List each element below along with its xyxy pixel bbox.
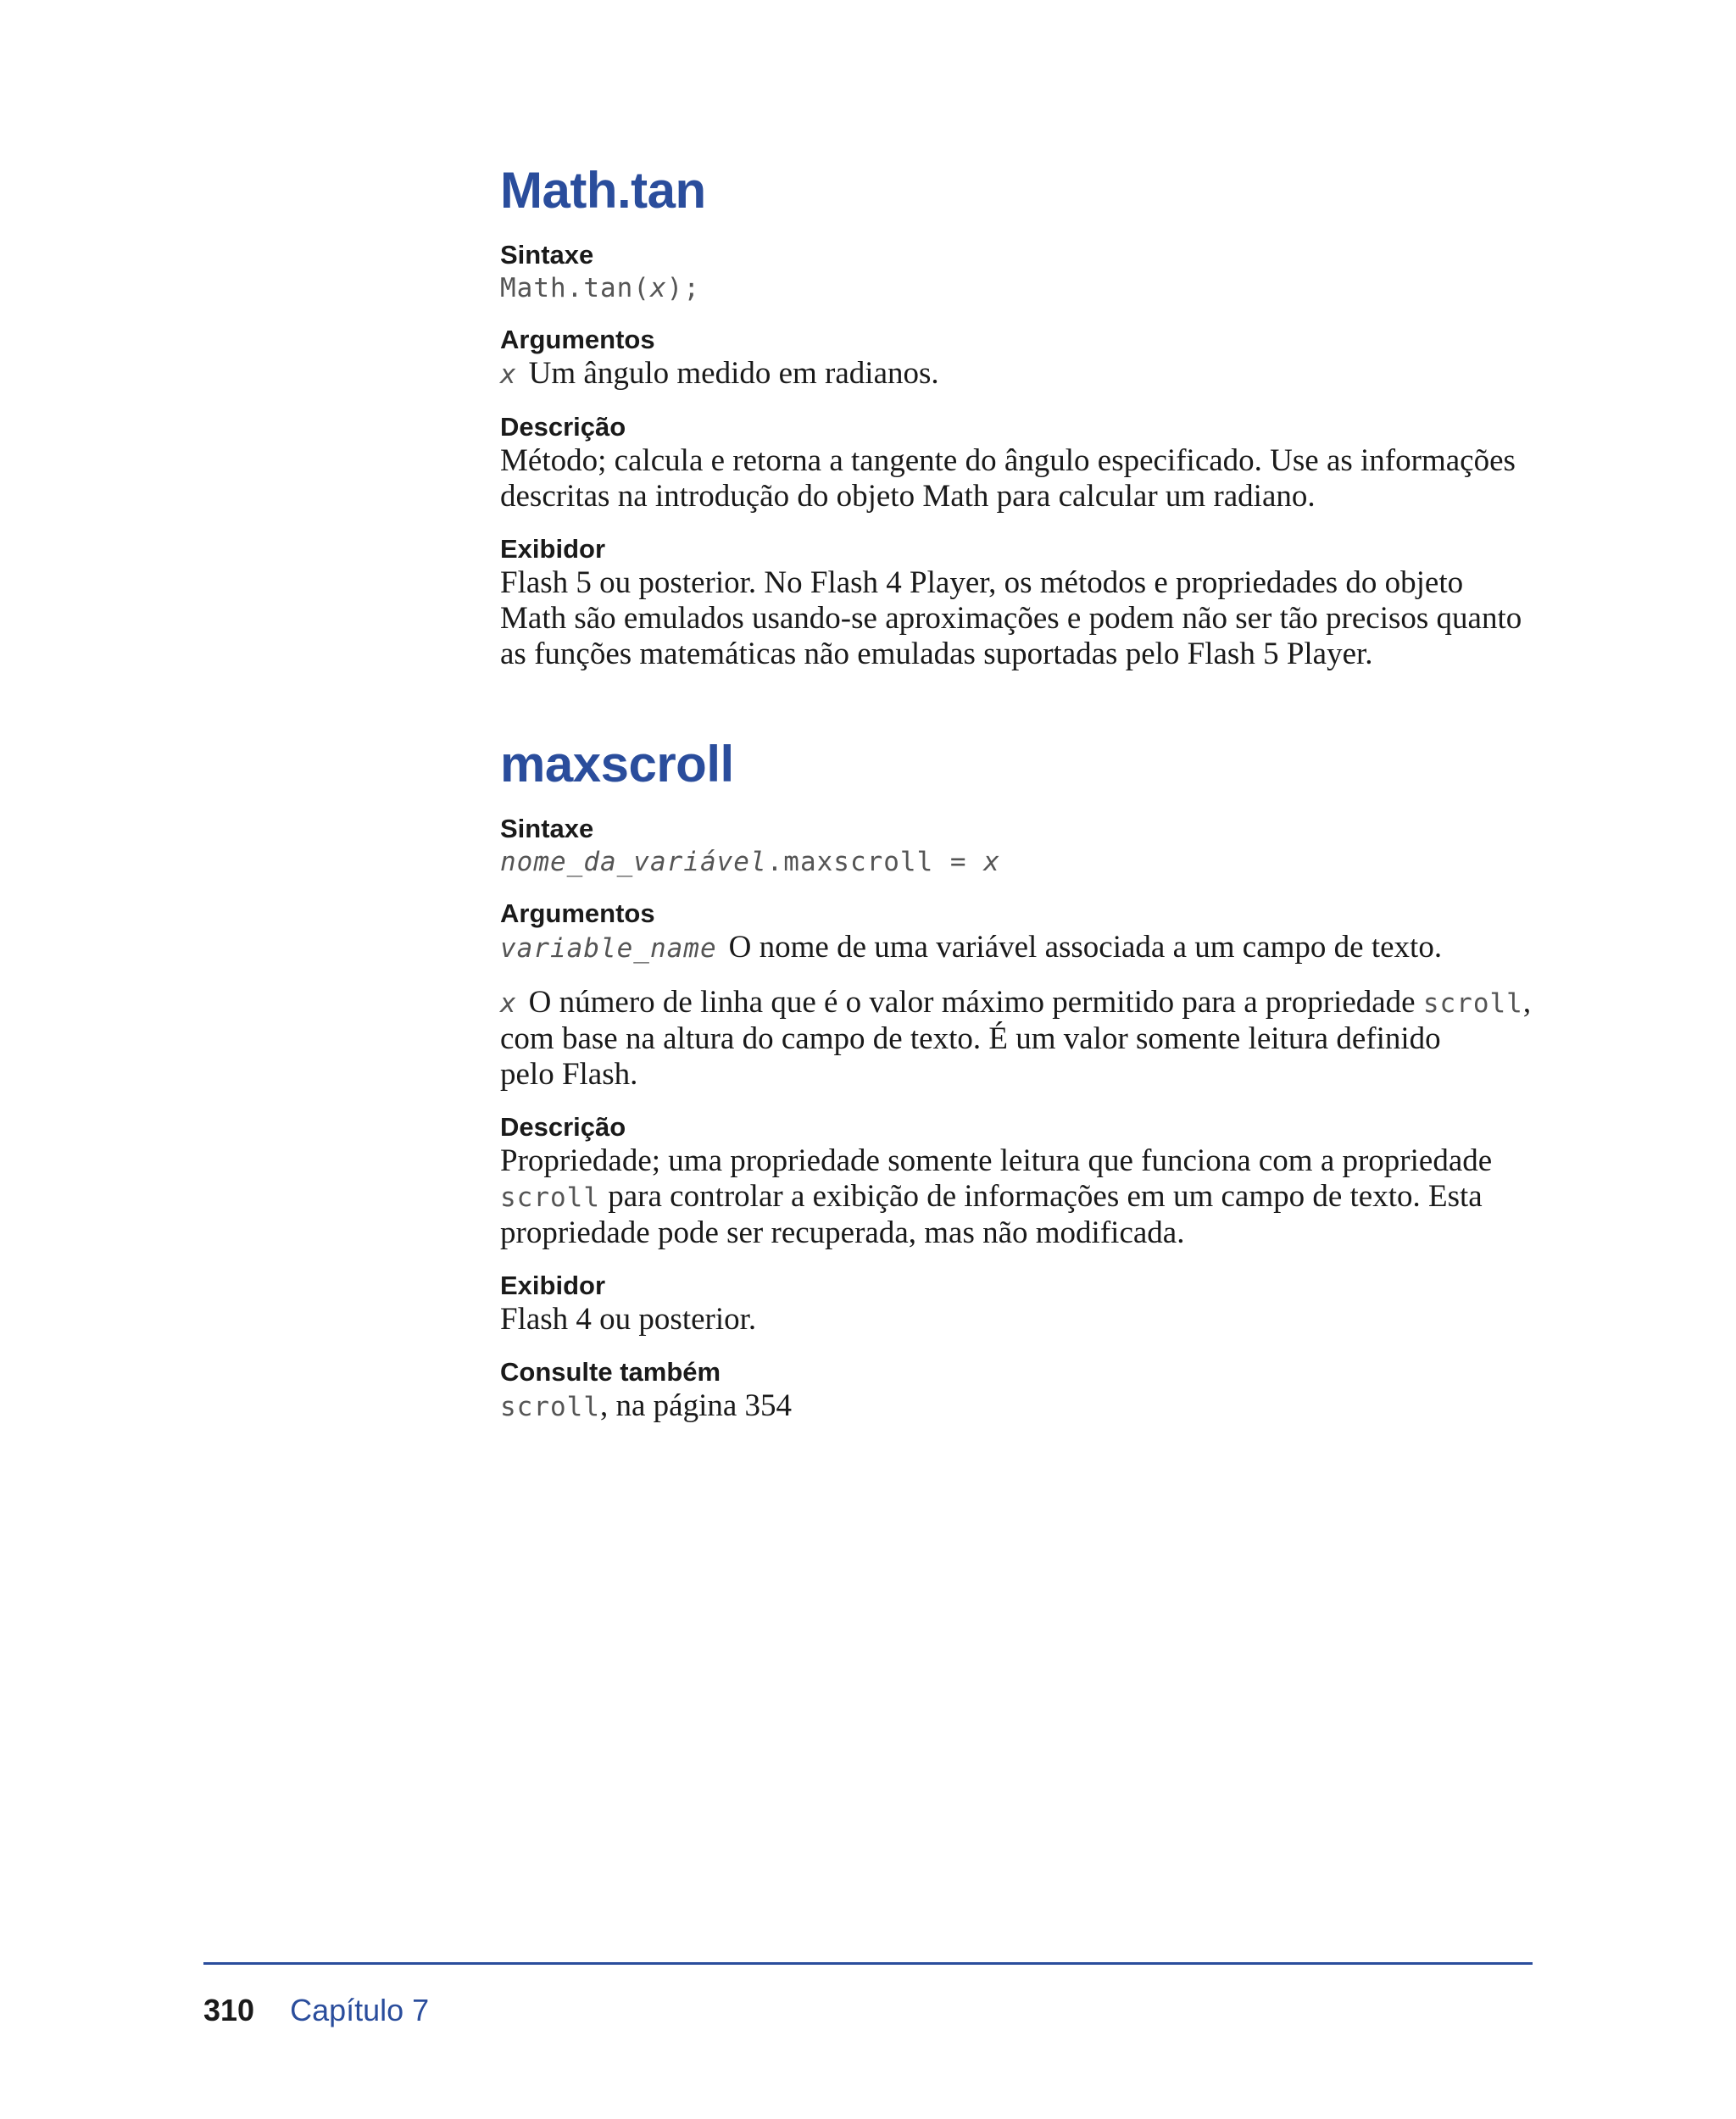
argument-description: O número de linha que é o valor máximo permitido para a propriedade	[528, 985, 1423, 1020]
entry-math-tan	[500, 158, 1534, 672]
description-text	[500, 1143, 1534, 1251]
see-also-link[interactable]: scroll	[500, 1392, 600, 1422]
page-content	[500, 158, 1534, 1443]
text-line: descritas na introdução do objeto Math para calcular um radiano.	[500, 479, 1316, 514]
description-section	[500, 1111, 1534, 1251]
description-text	[500, 443, 1534, 514]
section-heading: Argumentos	[500, 325, 655, 354]
syntax-arg: x	[983, 847, 1000, 877]
section-heading: Sintaxe	[500, 814, 594, 843]
argument-item	[500, 930, 1534, 966]
syntax-arg: x	[649, 273, 667, 303]
entry-title: Math.tan	[500, 162, 706, 219]
syntax-code	[500, 845, 1534, 879]
inline-code: scroll	[1422, 988, 1523, 1019]
entry-title: maxscroll	[500, 736, 734, 793]
text-line: para controlar a exibição de informações em um campo de texto. Esta	[599, 1179, 1483, 1214]
text-line: pelo Flash.	[500, 1057, 638, 1092]
syntax-property: .maxscroll =	[766, 847, 984, 877]
see-also-section	[500, 1356, 1534, 1425]
entry-maxscroll	[500, 731, 1534, 1425]
argument-item	[500, 985, 1534, 1093]
text-line: Math são emulados usando-se aproximações e podem não ser tão precisos quanto	[500, 601, 1522, 636]
text-line: Propriedade; uma propriedade somente leitura que funciona com a propriedade	[500, 1143, 1493, 1178]
text-line: Método; calcula e retorna a tangente do ângulo especificado. Use as informações	[500, 443, 1516, 478]
text-line: propriedade pode ser recuperada, mas não modificada.	[500, 1215, 1185, 1250]
inline-code: scroll	[500, 1182, 600, 1213]
argument-name: variable_name	[500, 933, 717, 964]
text-line: com base na altura do campo de texto. É um valor somente leitura definido	[500, 1021, 1441, 1056]
text-line: as funções matemáticas não emuladas suportadas pelo Flash 5 Player.	[500, 637, 1373, 671]
argument-item	[500, 356, 1534, 392]
argument-name: x	[500, 988, 517, 1019]
argument-name: x	[500, 359, 517, 390]
punctuation: ,	[1522, 985, 1532, 1020]
chapter-label: Capítulo 7	[290, 1993, 430, 2027]
player-text	[500, 565, 1534, 672]
text-line: Flash 5 ou posterior. No Flash 4 Player, os métodos e propriedades do objeto	[500, 565, 1464, 600]
arguments-section	[500, 898, 1534, 1093]
section-heading: Descrição	[500, 412, 626, 442]
footer-rule	[203, 1962, 1533, 1965]
section-heading: Exibidor	[500, 534, 606, 564]
syntax-suffix: );	[666, 273, 700, 303]
section-heading: Argumentos	[500, 898, 655, 928]
see-also-text	[500, 1388, 1534, 1425]
page-footer	[203, 1992, 429, 2029]
description-section	[500, 411, 1534, 514]
syntax-variable: nome_da_variável	[500, 847, 767, 877]
section-heading: Consulte também	[500, 1357, 721, 1387]
syntax-prefix: Math.tan(	[500, 273, 650, 303]
argument-description: Um ângulo medido em radianos.	[528, 356, 939, 391]
section-heading: Descrição	[500, 1112, 626, 1142]
section-heading: Sintaxe	[500, 240, 594, 270]
argument-description: O nome de uma variável associada a um campo de texto.	[728, 930, 1443, 965]
syntax-section	[500, 813, 1534, 879]
page-number: 310	[203, 1993, 255, 2027]
syntax-code	[500, 271, 1534, 305]
player-text: Flash 4 ou posterior.	[500, 1302, 757, 1337]
syntax-section	[500, 239, 1534, 305]
player-section	[500, 1270, 1534, 1338]
section-heading: Exibidor	[500, 1271, 606, 1300]
arguments-section	[500, 324, 1534, 392]
player-section	[500, 533, 1534, 672]
page-reference: , na página 354	[599, 1388, 793, 1423]
